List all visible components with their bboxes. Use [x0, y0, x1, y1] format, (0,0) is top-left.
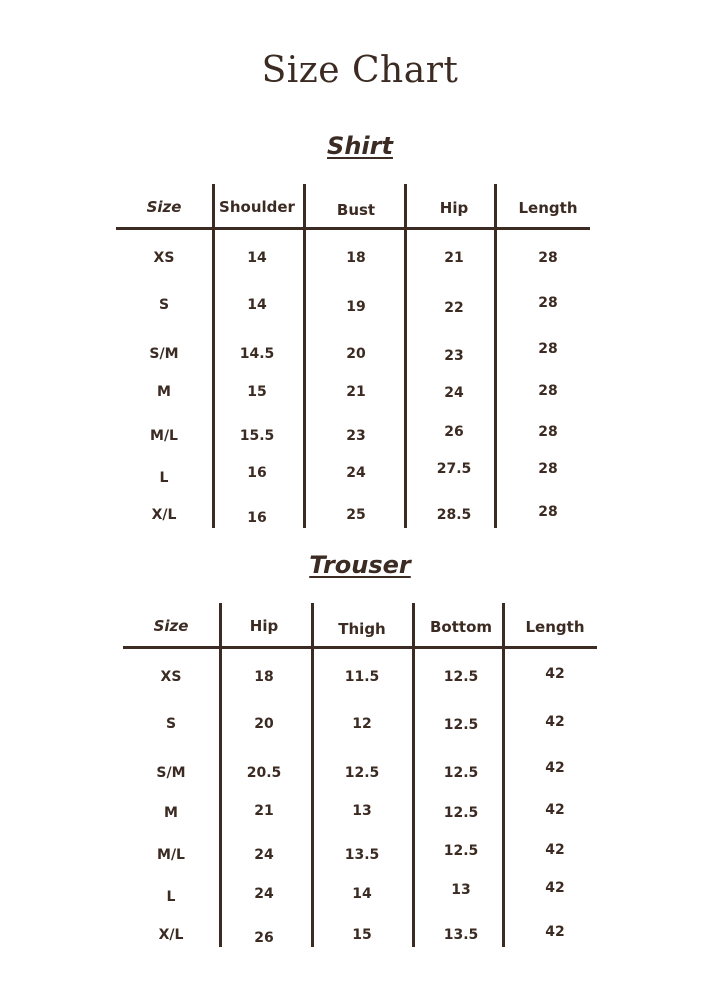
trouser-table-cell: 42: [545, 714, 565, 730]
trouser-header-cell: Length: [525, 618, 585, 636]
shirt-table-cell: 21: [444, 250, 464, 266]
trouser-table-cell: XS: [160, 669, 182, 685]
trouser-table-cell: 24: [254, 847, 274, 863]
trouser-table-cell: 21: [254, 803, 274, 819]
trouser-table-cell: 26: [254, 930, 274, 946]
trouser-header-cell: Hip: [249, 617, 279, 635]
trouser-section-title: Trouser: [309, 551, 411, 579]
trouser-table-cell: L: [166, 889, 176, 905]
shirt-table-cell: 23: [346, 428, 366, 444]
shirt-table-cell: 18: [346, 250, 366, 266]
shirt-header-cell: Length: [518, 199, 578, 217]
shirt-table-cell: M/L: [150, 428, 178, 444]
trouser-header-rule: [123, 646, 597, 649]
shirt-table-cell: 28: [538, 504, 558, 520]
shirt-table-cell: S: [158, 297, 170, 313]
trouser-table-cell: 24: [254, 886, 274, 902]
trouser-table-cell: 20.5: [246, 765, 282, 781]
trouser-table-cell: 18: [254, 669, 274, 685]
trouser-table-cell: 12.5: [443, 717, 479, 733]
shirt-table-cell: 14: [247, 250, 267, 266]
shirt-table-cell: 16: [247, 465, 267, 481]
shirt-table-cell: 28: [538, 383, 558, 399]
trouser-table-cell: 11.5: [344, 669, 380, 685]
shirt-table-cell: X/L: [151, 507, 177, 523]
trouser-table-cell: 12.5: [443, 669, 479, 685]
trouser-table-cell: 20: [254, 716, 274, 732]
trouser-table-cell: 12.5: [443, 805, 479, 821]
trouser-table-cell: 42: [545, 880, 565, 896]
trouser-header-cell: Thigh: [338, 620, 386, 638]
shirt-table-cell: 26: [444, 424, 464, 440]
shirt-table-cell: 24: [346, 465, 366, 481]
shirt-table-cell: 16: [247, 510, 267, 526]
shirt-table-cell: 28: [538, 295, 558, 311]
trouser-table-cell: 42: [545, 842, 565, 858]
trouser-header-cell: Bottom: [429, 618, 492, 636]
trouser-table-cell: S/M: [156, 765, 186, 781]
shirt-table-cell: 20: [346, 346, 366, 362]
shirt-table-cell: 22: [444, 300, 464, 316]
shirt-table-cell: 19: [346, 299, 366, 315]
trouser-header-cell: Size: [153, 617, 189, 635]
shirt-table-cell: 23: [444, 348, 464, 364]
trouser-table-cell: M/L: [157, 847, 185, 863]
shirt-header-cell: Bust: [336, 201, 376, 219]
shirt-header-cell: Hip: [439, 199, 469, 217]
trouser-table-cell: 15: [352, 927, 372, 943]
trouser-table-cell: S: [165, 716, 177, 732]
trouser-table-cell: 13: [352, 803, 372, 819]
trouser-table-cell: 42: [545, 924, 565, 940]
shirt-table-cell: 15: [247, 384, 267, 400]
shirt-table-cell: 21: [346, 384, 366, 400]
trouser-table-cell: 42: [545, 760, 565, 776]
trouser-table-cell: X/L: [158, 927, 184, 943]
shirt-section-title: Shirt: [327, 132, 393, 160]
trouser-table-cell: 13.5: [443, 927, 479, 943]
shirt-table-cell: 25: [346, 507, 366, 523]
trouser-column-divider: [311, 603, 314, 947]
trouser-table-cell: 42: [545, 666, 565, 682]
trouser-table-cell: 12.5: [344, 765, 380, 781]
shirt-table-cell: L: [159, 470, 169, 486]
trouser-table-cell: 13: [451, 882, 471, 898]
trouser-table-cell: 12.5: [443, 765, 479, 781]
shirt-table-cell: 15.5: [239, 428, 275, 444]
shirt-table-cell: M: [157, 384, 171, 400]
trouser-table-cell: 13.5: [344, 847, 380, 863]
trouser-table-cell: 14: [352, 886, 372, 902]
shirt-table-cell: 28: [538, 461, 558, 477]
shirt-table-cell: 28: [538, 424, 558, 440]
shirt-table-cell: 24: [444, 385, 464, 401]
shirt-header-cell: Size: [146, 198, 182, 216]
shirt-table-cell: S/M: [149, 346, 179, 362]
trouser-table-cell: 42: [545, 802, 565, 818]
shirt-table-cell: 28.5: [436, 507, 472, 523]
trouser-column-divider: [412, 603, 415, 947]
page-title: Size Chart: [261, 50, 459, 91]
trouser-table-cell: 12: [352, 716, 372, 732]
shirt-table-cell: 28: [538, 250, 558, 266]
shirt-table-cell: XS: [153, 250, 175, 266]
trouser-table-cell: 12.5: [443, 843, 479, 859]
shirt-table-cell: 27.5: [436, 461, 472, 477]
shirt-table-cell: 14: [247, 297, 267, 313]
trouser-table-cell: M: [164, 805, 178, 821]
shirt-table-cell: 28: [538, 341, 558, 357]
shirt-header-cell: Shoulder: [219, 198, 295, 216]
shirt-table-cell: 14.5: [239, 346, 275, 362]
